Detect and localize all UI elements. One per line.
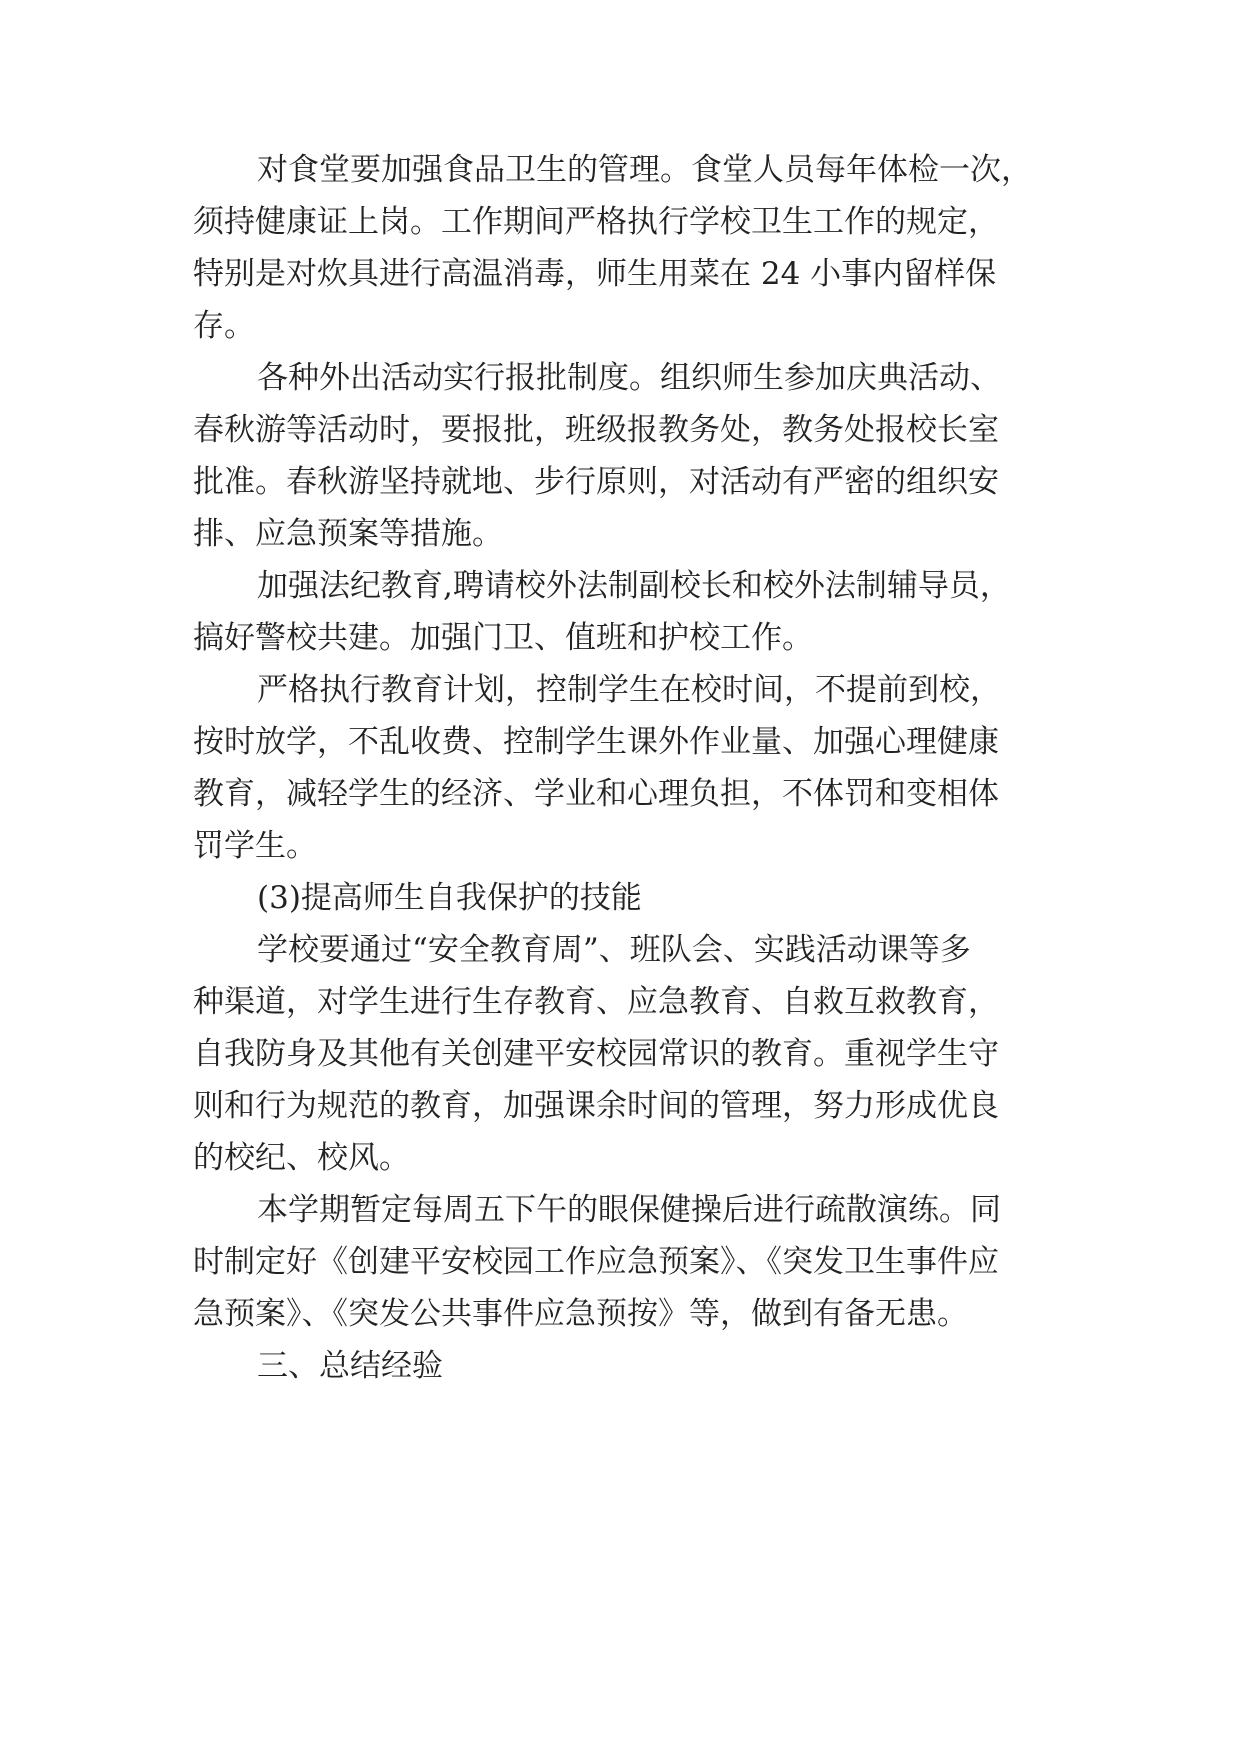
text-line: 罚学生。 bbox=[193, 828, 317, 864]
text-line: 自我防身及其他有关创建平安校园常识的教育。重视学生守 bbox=[193, 1036, 999, 1072]
text-line: 急预案》、《突发公共事件应急预按》等，做到有备无患。 bbox=[193, 1296, 968, 1332]
text-line: 春秋游等活动时，要报批，班级报教务处，教务处报校长室 bbox=[193, 412, 999, 448]
text-line: 本学期暂定每周五下午的眼保健操后进行疏散演练。同 bbox=[257, 1192, 1001, 1228]
text-line: 按时放学，不乱收费、控制学生课外作业量、加强心理健康 bbox=[193, 724, 999, 760]
text-line: 则和行为规范的教育，加强课余时间的管理，努力形成优良 bbox=[193, 1088, 999, 1124]
text-line: 加强法纪教育,聘请校外法制副校长和校外法制辅导员， bbox=[257, 568, 1011, 604]
text-line: 时制定好《创建平安校园工作应急预案》、《突发卫生事件应 bbox=[193, 1244, 999, 1280]
section-heading: (3)提高师生自我保护的技能 bbox=[257, 880, 642, 916]
section-heading: 三、总结经验 bbox=[257, 1348, 443, 1384]
text-line: 的校纪、校风。 bbox=[193, 1140, 410, 1176]
text-line: 种渠道，对学生进行生存教育、应急教育、自救互救教育， bbox=[193, 984, 999, 1020]
text-line: 学校要通过“安全教育周”、班队会、实践活动课等多 bbox=[257, 932, 971, 968]
text-line: 各种外出活动实行报批制度。组织师生参加庆典活动、 bbox=[257, 360, 1001, 396]
text-line: 严格执行教育计划，控制学生在校时间，不提前到校， bbox=[257, 672, 1001, 708]
text-line: 批准。春秋游坚持就地、步行原则，对活动有严密的组织安 bbox=[193, 464, 999, 500]
text-line: 对食堂要加强食品卫生的管理。食堂人员每年体检一次， bbox=[257, 152, 1032, 188]
text-line: 排、应急预案等措施。 bbox=[193, 516, 503, 552]
text-line: 教育，减轻学生的经济、学业和心理负担，不体罚和变相体 bbox=[193, 776, 999, 812]
text-line: 特别是对炊具进行高温消毒，师生用菜在 24 小事内留样保 bbox=[193, 256, 997, 292]
text-line: 搞好警校共建。加强门卫、值班和护校工作。 bbox=[193, 620, 813, 656]
text-line: 须持健康证上岗。工作期间严格执行学校卫生工作的规定， bbox=[193, 204, 999, 240]
text-line: 存。 bbox=[193, 308, 255, 344]
